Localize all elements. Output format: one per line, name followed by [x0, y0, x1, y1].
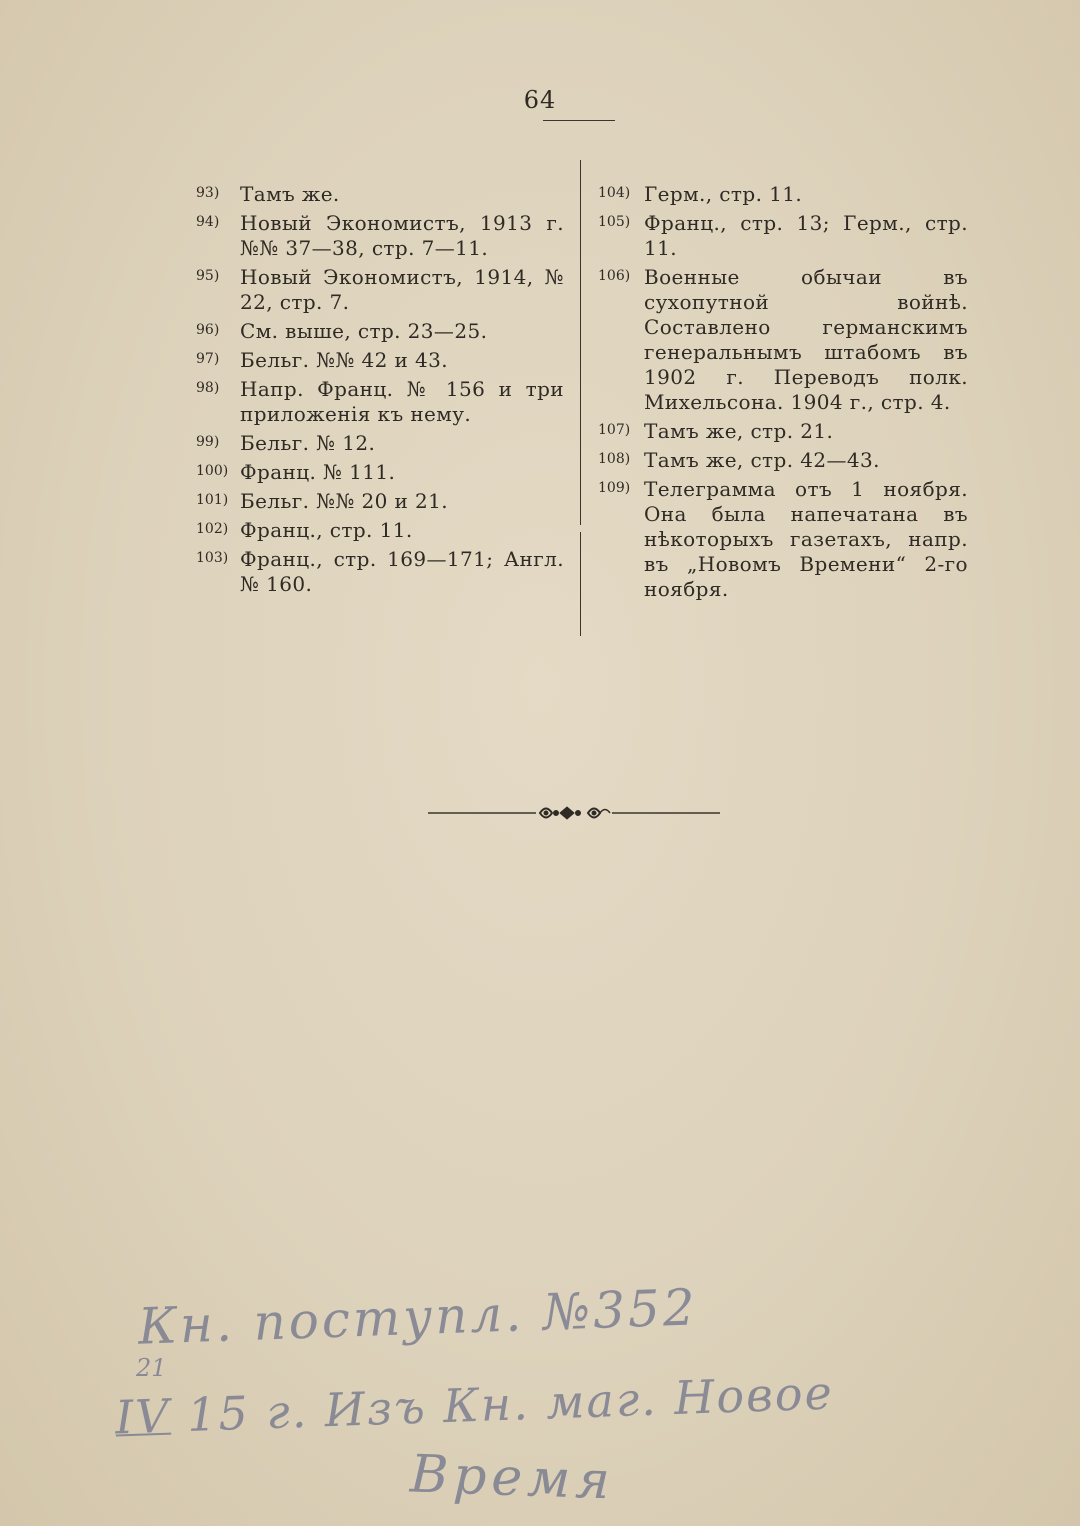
library-accession-note: Кн. поступл. №352 — [137, 1278, 699, 1356]
footnote — [196, 460, 564, 485]
footnote — [598, 265, 968, 415]
footnote — [196, 377, 564, 427]
footnote-text: Герм., стр. 11. — [644, 182, 803, 206]
section-end-ornament — [428, 800, 720, 826]
footnote-number: 100) — [196, 463, 229, 479]
handwritten-month: IV — [114, 1388, 172, 1445]
footnote-text: Напр. Франц. № 156 и три приложенія къ нему. — [240, 377, 564, 426]
footnote-text: Франц., стр. 13; Герм., стр. 11. — [644, 211, 968, 260]
column-divider — [580, 532, 581, 636]
footnote-number: 95) — [196, 268, 220, 284]
footnote-text: Бельг. № 12. — [240, 431, 376, 455]
footnote-text: Тамъ же. — [240, 182, 340, 206]
footnote-text: Франц. № 111. — [240, 460, 396, 484]
footnote — [598, 448, 968, 473]
footnote-text: Телеграмма отъ 1 ноября. Она была напечатана въ нѣкоторыхъ газетахъ, напр. въ „Новомъ Времени“ 2-го ноября. — [644, 477, 968, 601]
footnote-number: 97) — [196, 351, 220, 367]
footnote — [196, 518, 564, 543]
footnote-number: 107) — [598, 422, 631, 438]
footnote-text: Тамъ же, стр. 42—43. — [644, 448, 880, 472]
footnote — [196, 489, 564, 514]
footnote — [196, 211, 564, 261]
ornament-flourish — [540, 807, 610, 819]
footnote-number: 109) — [598, 480, 631, 496]
footnote — [598, 419, 968, 444]
handwritten-source-line — [114, 1365, 834, 1444]
footnote-number: 102) — [196, 521, 229, 537]
page-number: 64 — [523, 86, 557, 114]
footnote-text: Военные обычаи въ сухопутной войнѣ. Составлено германскимъ генеральнымъ штабомъ въ 1902 г. Переводъ полк. Михельсона. 1904 г., стр. 4. — [644, 265, 968, 414]
footnotes-left-column — [196, 182, 564, 601]
footnote — [196, 431, 564, 456]
handwritten-source-text: 15 г. Изъ Кн. маг. Новое — [169, 1365, 835, 1443]
footnote — [598, 182, 968, 207]
footnote-text: Франц., стр. 11. — [240, 518, 413, 542]
footnote-text: Новый Экономистъ, 1914, № 22, стр. 7. — [240, 265, 564, 314]
footnote-number: 108) — [598, 451, 631, 467]
footnote — [196, 182, 564, 207]
column-divider — [580, 160, 581, 525]
footnotes-right-column — [598, 182, 968, 606]
footnote-number: 104) — [598, 185, 631, 201]
footnote-text: Бельг. №№ 20 и 21. — [240, 489, 449, 513]
footnote-text: Тамъ же, стр. 21. — [644, 419, 834, 443]
footnote — [598, 211, 968, 261]
handwritten-source-end: Время — [409, 1444, 616, 1512]
page-number-underline — [543, 120, 615, 121]
footnote — [598, 477, 968, 602]
footnote-number: 105) — [598, 214, 631, 230]
footnote-text: Новый Экономистъ, 1913 г. №№ 37—38, стр. 7—11. — [240, 211, 564, 260]
handwritten-day: 21 — [136, 1354, 167, 1382]
footnote-number: 99) — [196, 434, 220, 450]
footnote — [196, 348, 564, 373]
footnote-number: 103) — [196, 550, 229, 566]
footnote-number: 96) — [196, 322, 220, 338]
footnote-number: 98) — [196, 380, 220, 396]
footnote-text: Франц., стр. 169—171; Англ. № 160. — [240, 547, 564, 596]
footnote — [196, 319, 564, 344]
footnote-text: Бельг. №№ 42 и 43. — [240, 348, 449, 372]
footnote-number: 94) — [196, 214, 220, 230]
footnote-number: 93) — [196, 185, 220, 201]
footnote-text: См. выше, стр. 23—25. — [240, 319, 488, 343]
footnote-number: 101) — [196, 492, 229, 508]
footnote — [196, 547, 564, 597]
footnote-number: 106) — [598, 268, 631, 284]
footnote — [196, 265, 564, 315]
